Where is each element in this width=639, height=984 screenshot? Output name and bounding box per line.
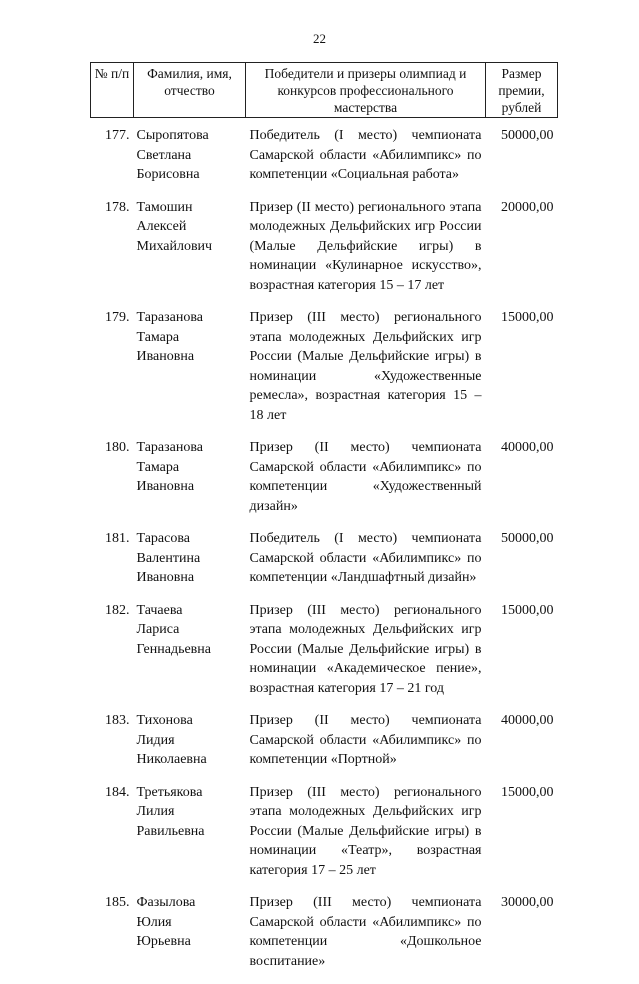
table-row [91,118,558,198]
row-number: 177. [91,118,134,198]
award-amount: 40000,00 [486,711,558,783]
first-name: Лидия [137,731,246,751]
row-number: 184. [91,783,134,894]
person-name [134,893,246,984]
first-name: Тамара [137,328,246,348]
row-number: 179. [91,308,134,438]
person-name [134,198,246,309]
first-name: Юлия [137,913,246,933]
awards-table [90,62,558,984]
award-amount: 40000,00 [486,438,558,529]
award-description: Призер (II место) чемпионата Самарской области «Абилимпикс» по компетенции «Портной» [246,711,486,783]
surname: Сыропятова [137,126,246,146]
table-row [91,783,558,894]
patronymic: Михайлович [137,237,246,257]
award-description: Призер (III место) регионального этапа молодежных Дельфийских игр России (Малые Дельфийские игры) в номинации «Театр», возрастная категория 17 – 25 лет [246,783,486,894]
row-number: 180. [91,438,134,529]
award-description: Победитель (I место) чемпионата Самарской области «Абилимпикс» по компетенции «Ландшафтный дизайн» [246,529,486,601]
surname: Тихонова [137,711,246,731]
first-name: Валентина [137,549,246,569]
surname: Тачаева [137,601,246,621]
first-name: Тамара [137,458,246,478]
person-name [134,438,246,529]
patronymic: Николаевна [137,750,246,770]
header-number: № п/п [91,63,134,118]
row-number: 182. [91,601,134,712]
surname: Тамошин [137,198,246,218]
person-name [134,529,246,601]
person-name [134,783,246,894]
row-number: 185. [91,893,134,984]
first-name: Лариса [137,620,246,640]
table-row [91,308,558,438]
award-description: Призер (III место) регионального этапа молодежных Дельфийских игр России (Малые Дельфийские игры) в номинации «Художественные ремесла», возрастная категория 15 – 18 лет [246,308,486,438]
row-number: 181. [91,529,134,601]
header-full-name: Фамилия, имя, отчество [134,63,246,118]
award-amount: 15000,00 [486,783,558,894]
award-description: Призер (II место) чемпионата Самарской области «Абилимпикс» по компетенции «Художественный дизайн» [246,438,486,529]
table-header-row [91,63,558,118]
surname: Третьякова [137,783,246,803]
person-name [134,308,246,438]
person-name [134,601,246,712]
table-row [91,601,558,712]
first-name: Лилия [137,802,246,822]
patronymic: Борисовна [137,165,246,185]
award-amount: 30000,00 [486,893,558,984]
award-amount: 15000,00 [486,308,558,438]
table-row [91,198,558,309]
person-name [134,711,246,783]
first-name: Алексей [137,217,246,237]
award-description: Победитель (I место) чемпионата Самарской области «Абилимпикс» по компетенции «Социальная работа» [246,118,486,198]
table-row [91,529,558,601]
person-name [134,118,246,198]
table-row [91,711,558,783]
award-amount: 50000,00 [486,529,558,601]
table-body [91,118,558,984]
award-amount: 50000,00 [486,118,558,198]
award-amount: 20000,00 [486,198,558,309]
patronymic: Равильевна [137,822,246,842]
surname: Таразанова [137,308,246,328]
patronymic: Ивановна [137,477,246,497]
surname: Таразанова [137,438,246,458]
table-row [91,438,558,529]
award-description: Призер (III место) регионального этапа молодежных Дельфийских игр России (Малые Дельфийские игры) в номинации «Академическое пение», возрастная категория 17 – 21 год [246,601,486,712]
surname: Фазылова [137,893,246,913]
page-number: 22 [0,31,639,47]
header-description: Победители и призеры олимпиад и конкурсов профессионального мастерства [246,63,486,118]
row-number: 183. [91,711,134,783]
award-description: Призер (II место) регионального этапа молодежных Дельфийских игр России (Малые Дельфийские игры) в номинации «Кулинарное искусство», возрастная категория 15 – 17 лет [246,198,486,309]
surname: Тарасова [137,529,246,549]
patronymic: Юрьевна [137,932,246,952]
header-amount: Размер премии, рублей [486,63,558,118]
patronymic: Ивановна [137,347,246,367]
patronymic: Ивановна [137,568,246,588]
award-description: Призер (III место) чемпионата Самарской области «Абилимпикс» по компетенции «Дошкольное воспитание» [246,893,486,984]
row-number: 178. [91,198,134,309]
award-amount: 15000,00 [486,601,558,712]
first-name: Светлана [137,146,246,166]
patronymic: Геннадьевна [137,640,246,660]
table-row [91,893,558,984]
